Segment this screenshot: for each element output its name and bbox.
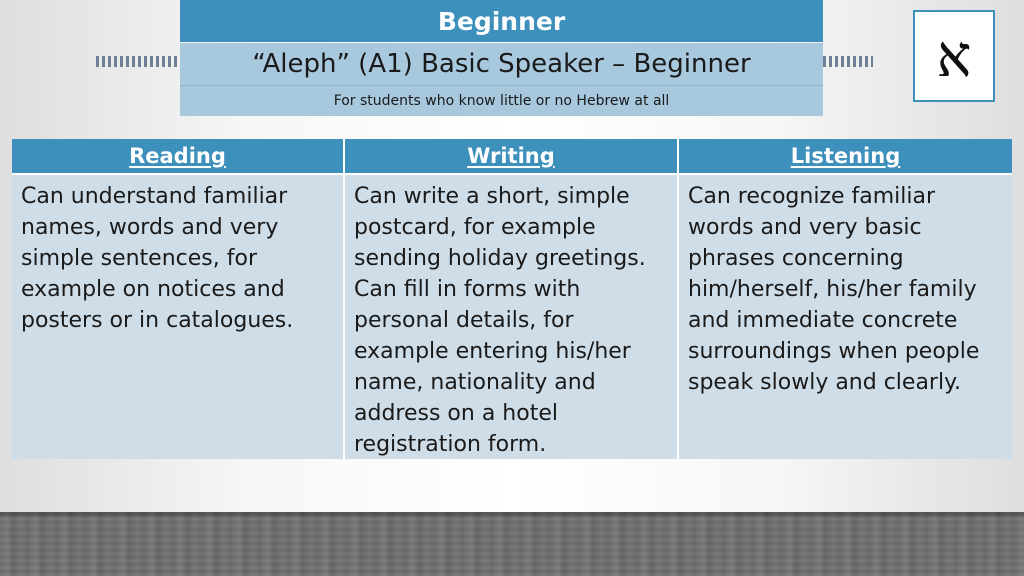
skills-table [12, 139, 1012, 459]
listening-description: Can recognize familiar words and very basic phrases concerning him/herself, his/her family and immediate concrete surroundings when people speak slowly and clearly. [679, 175, 1012, 459]
column-header-reading: Reading [12, 139, 345, 175]
floor-background [0, 512, 1024, 576]
slide-title: “Aleph” (A1) Basic Speaker – Beginner [180, 43, 823, 85]
writing-description: Can write a short, simple postcard, for example sending holiday greetings. Can fill in forms with personal details, for example entering his/her name, nationality and address on a hotel registration form. [345, 175, 679, 459]
decorative-stripes-left [96, 56, 180, 67]
slide-subtitle: For students who know little or no Hebrew at all [180, 85, 823, 116]
title-block [180, 0, 823, 116]
level-heading: Beginner [180, 0, 823, 42]
decorative-stripes-right [823, 56, 873, 67]
reading-description: Can understand familiar names, words and very simple sentences, for example on notices and posters or in catalogues. [12, 175, 345, 459]
column-header-writing: Writing [345, 139, 679, 175]
column-header-listening: Listening [679, 139, 1012, 175]
hebrew-letter-box: א [913, 10, 995, 102]
